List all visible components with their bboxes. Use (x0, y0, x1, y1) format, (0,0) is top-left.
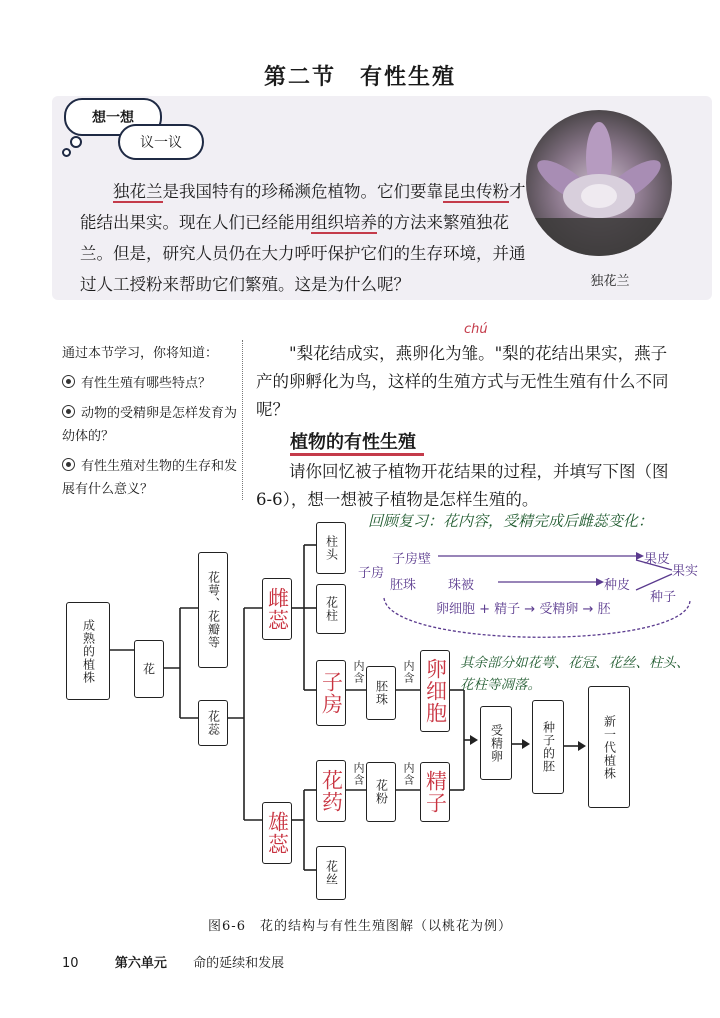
box-flower-core: 花蕊 (198, 700, 228, 746)
box-mature-plant: 成熟的植株 (66, 602, 110, 700)
intro-paragraph: "梨花结成实，燕卵化为雏。"梨的花结出果实，燕子产的卵孵化为鸟，这样的生殖方式与无性生殖有什么不同呢？ (256, 344, 669, 419)
handwritten-anther: 花药 (319, 769, 344, 813)
handwritten-rest-note: 其余部分如花萼、花冠、花丝、柱头、花柱等凋落。 (460, 655, 690, 693)
contains-label: 内含 (402, 762, 415, 786)
handwritten-stamen: 雄蕊 (265, 811, 290, 855)
handwritten-egg: 卵细胞 (423, 658, 448, 724)
box-anther (316, 760, 346, 822)
unit-label: 第六单元 (114, 956, 167, 971)
highlight-insect-pollination: 昆虫传粉 (443, 182, 509, 201)
handwritten-ovary: 子房 (358, 566, 385, 581)
box-egg-cell (420, 650, 450, 732)
photo-caption: 独花兰 (590, 274, 630, 289)
box-style: 花柱 (316, 584, 346, 634)
discuss-bubble: 议一议 (118, 124, 204, 160)
highlight-tissue-culture: 组织培养 (311, 213, 377, 232)
handwritten-fruit: 果实 (672, 564, 699, 579)
learning-item: 有性生殖对生物的生存和发展有什么意义？ (62, 459, 238, 497)
contains-label: 内含 (352, 762, 365, 786)
box-flower: 花 (134, 640, 164, 698)
handwritten-pistil: 雌蕊 (265, 587, 290, 631)
box-stamen (262, 802, 292, 864)
handwritten-sperm: 精子 (423, 770, 448, 814)
handwritten-integument: 珠被 (448, 578, 475, 593)
learning-intro: 通过本节学习，你将知道： (62, 346, 219, 361)
text-part: 的方法来繁殖独花兰。但是，研究人员仍在大力呼吁保护它们的生存环境，并通过人工授粉来帮助它们繁殖。这是为什么呢？ (80, 213, 526, 294)
box-pistil (262, 578, 292, 640)
box-calyx-petals: 花萼、花瓣等 (198, 552, 228, 668)
page-title: 第二节 有性生殖 (263, 65, 456, 90)
pinyin-annotation: chú (464, 322, 488, 337)
unit-title: 命的延续和发展 (193, 956, 285, 971)
handwritten-ovary: 子房 (319, 671, 344, 715)
box-filament: 花丝 (316, 846, 346, 900)
contains-label: 内含 (352, 660, 365, 684)
think-bubble: 想一想 (64, 98, 162, 136)
task-paragraph: 请你回忆被子植物开花结果的过程，并填写下图（图6-6），想一想被子植物是怎样生殖的。 (256, 462, 669, 509)
box-ovule: 胚珠 (366, 666, 396, 720)
box-sperm (420, 762, 450, 822)
handwritten-ovule: 胚珠 (390, 578, 417, 593)
handwritten-ovary-wall: 子房壁 (392, 552, 432, 567)
box-pollen: 花粉 (366, 762, 396, 822)
text-part: 是我国特有的珍稀濒危植物。它们要靠 (162, 182, 443, 201)
handwritten-seed: 种子 (650, 590, 677, 605)
box-stigma: 柱头 (316, 522, 346, 574)
learning-item: 有性生殖有哪些特点？ (62, 372, 240, 395)
handwritten-pericarp: 果皮 (644, 552, 671, 567)
page-number: 10 (62, 956, 79, 971)
handwritten-egg-formula: 卵细胞 + 精子 → 受精卵 → 胚 (436, 602, 611, 617)
box-ovary (316, 660, 346, 726)
highlight-orchid: 独花兰 (113, 182, 163, 201)
handwritten-review-note: 回顾复习：花内容，受精完成后雌蕊变化： (368, 512, 654, 530)
contains-label: 内含 (402, 660, 415, 684)
figure-caption: 图6-6 花的结构与有性生殖图解（以桃花为例） (208, 919, 512, 934)
page-footer (62, 952, 284, 971)
box-seed-embryo: 种子的胚 (532, 700, 564, 794)
box-new-plant: 新一代植株 (588, 686, 630, 808)
learning-item: 动物的受精卵是怎样发育为幼体的？ (62, 406, 238, 444)
section-heading: 植物的有性生殖 (290, 432, 416, 453)
box-fertilized-egg: 受精卵 (480, 706, 512, 780)
text-part: 才能结出果实。现在人们已经能用 (80, 182, 526, 232)
handwritten-seed-coat: 种皮 (604, 578, 631, 593)
